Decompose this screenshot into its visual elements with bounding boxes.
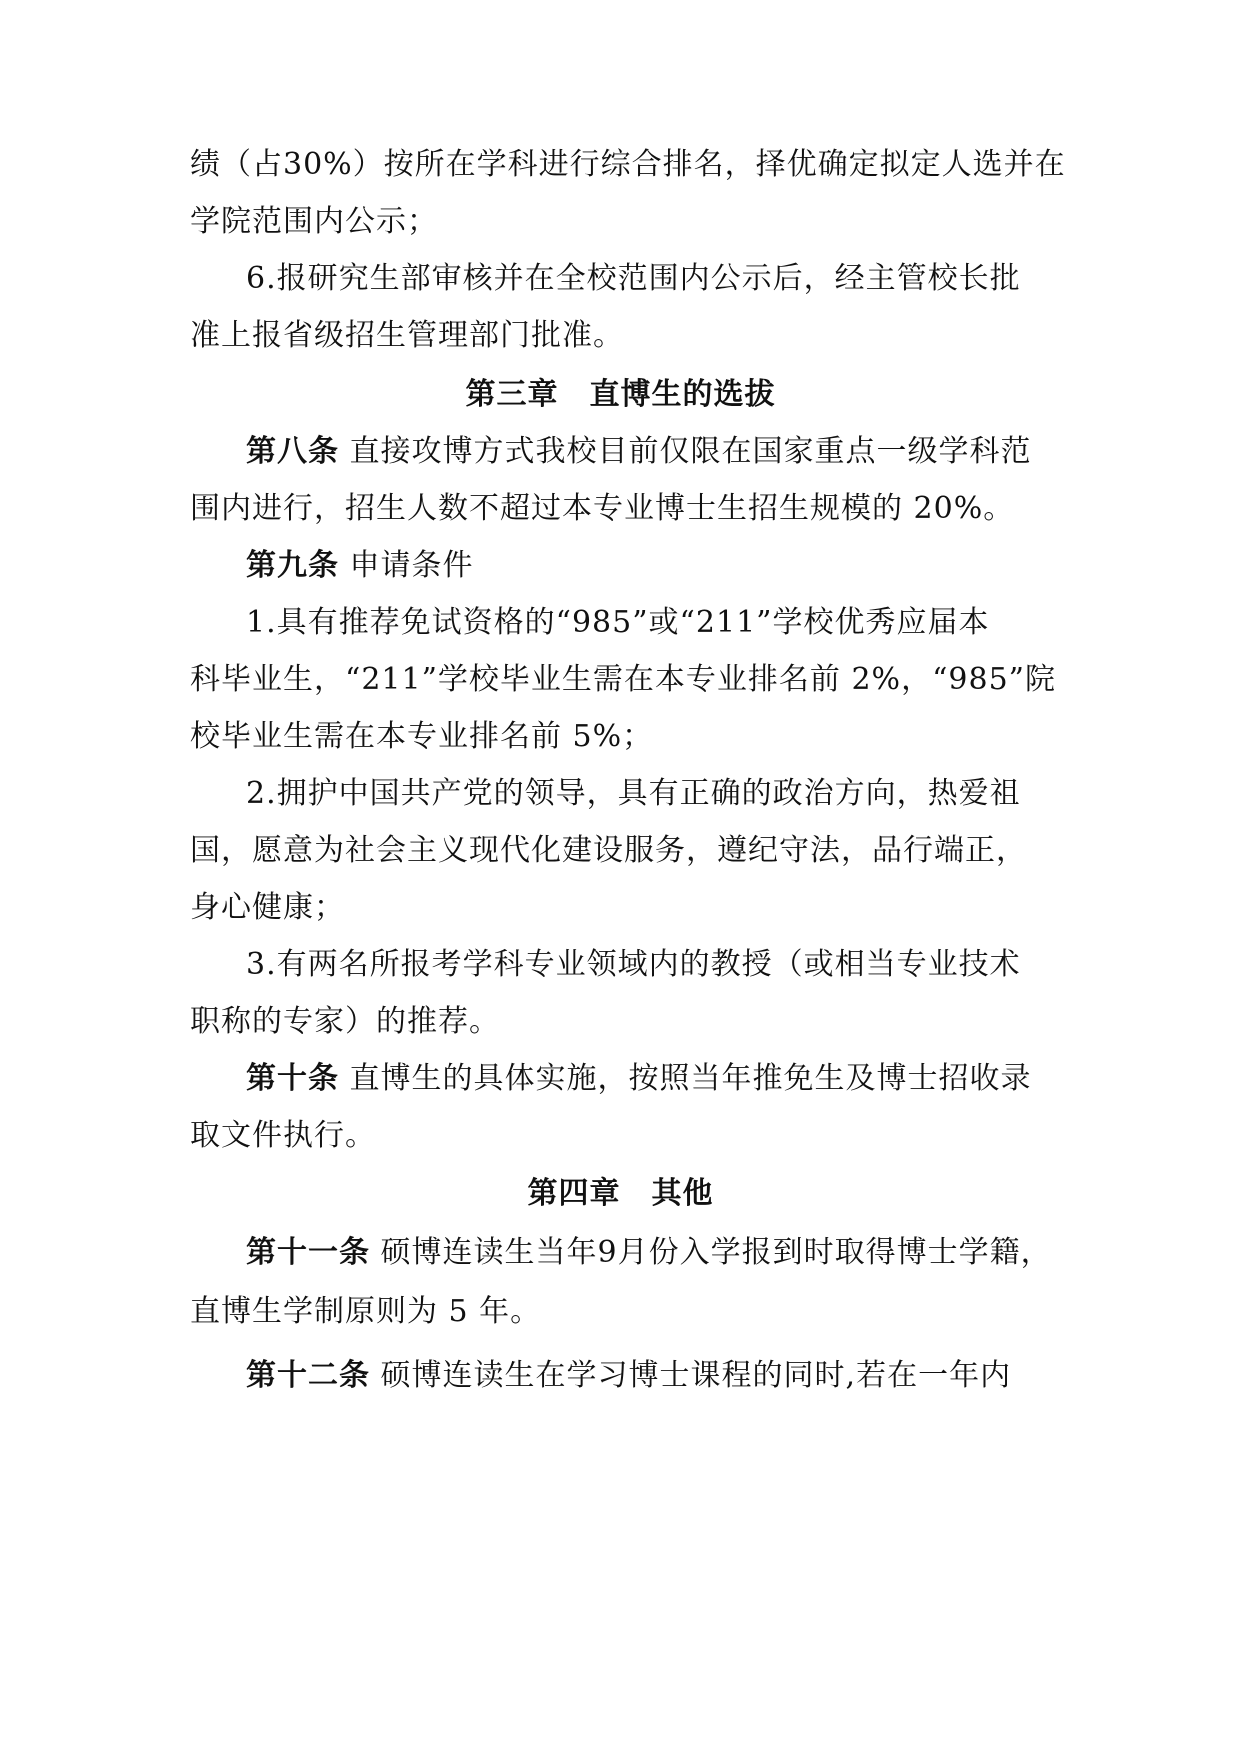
paragraph-line: 准上报省级招生管理部门批准。 [190,318,624,353]
condition-line: 校毕业生需在本专业排名前 5%； [190,719,654,754]
paragraph-line: 学院范围内公示； [190,204,438,239]
article-8-text: 直接攻博方式我校目前仅限在国家重点一级学科范 [349,434,1032,469]
article-9-line [246,546,474,586]
paragraph-line: 6.报研究生部审核并在全校范围内公示后，经主管校长批 [246,261,1021,296]
article-9-text: 申请条件 [349,548,474,583]
article-12-line [246,1356,1011,1396]
condition-line: 国，愿意为社会主义现代化建设服务，遵纪守法，品行端正， [190,833,1027,868]
article-8-line [246,432,1032,472]
article-12-text: 硕博连读生在学习博士课程的同时,若在一年内 [380,1358,1012,1393]
article-10-label: 第十条 [246,1061,339,1096]
condition-line: 身心健康； [190,890,345,925]
article-10-line [246,1059,1032,1099]
condition-line: 职称的专家）的推荐。 [190,1004,500,1039]
article-11-text: 硕博连读生当年9月份入学报到时取得博士学籍， [380,1235,1052,1270]
chapter-4-heading: 第四章 其他 [527,1176,714,1211]
article-11-line [246,1233,1052,1273]
condition-line: 1.具有推荐免试资格的“985”或“211”学校优秀应届本 [246,605,990,640]
paragraph-line: 绩（占30%）按所在学科进行综合排名，择优确定拟定人选并在 [190,147,1066,182]
condition-line: 2.拥护中国共产党的领导，具有正确的政治方向，热爱祖 [246,776,1021,811]
chapter-3-heading: 第三章 直博生的选拔 [465,377,776,412]
article-8-line-2: 围内进行，招生人数不超过本专业博士生招生规模的 20%。 [190,491,1015,526]
article-9-label: 第九条 [246,548,339,583]
condition-line: 3.有两名所报考学科专业领域内的教授（或相当专业技术 [246,947,1021,982]
article-8-label: 第八条 [246,434,339,469]
article-11-line-2: 直博生学制原则为 5 年。 [190,1294,542,1329]
article-10-line-2: 取文件执行。 [190,1118,376,1153]
article-10-text: 直博生的具体实施，按照当年推免生及博士招收录 [349,1061,1032,1096]
article-12-label: 第十二条 [246,1358,370,1393]
condition-line: 科毕业生，“211”学校毕业生需在本专业排名前 2%，“985”院 [190,662,1056,697]
article-11-label: 第十一条 [246,1235,370,1270]
